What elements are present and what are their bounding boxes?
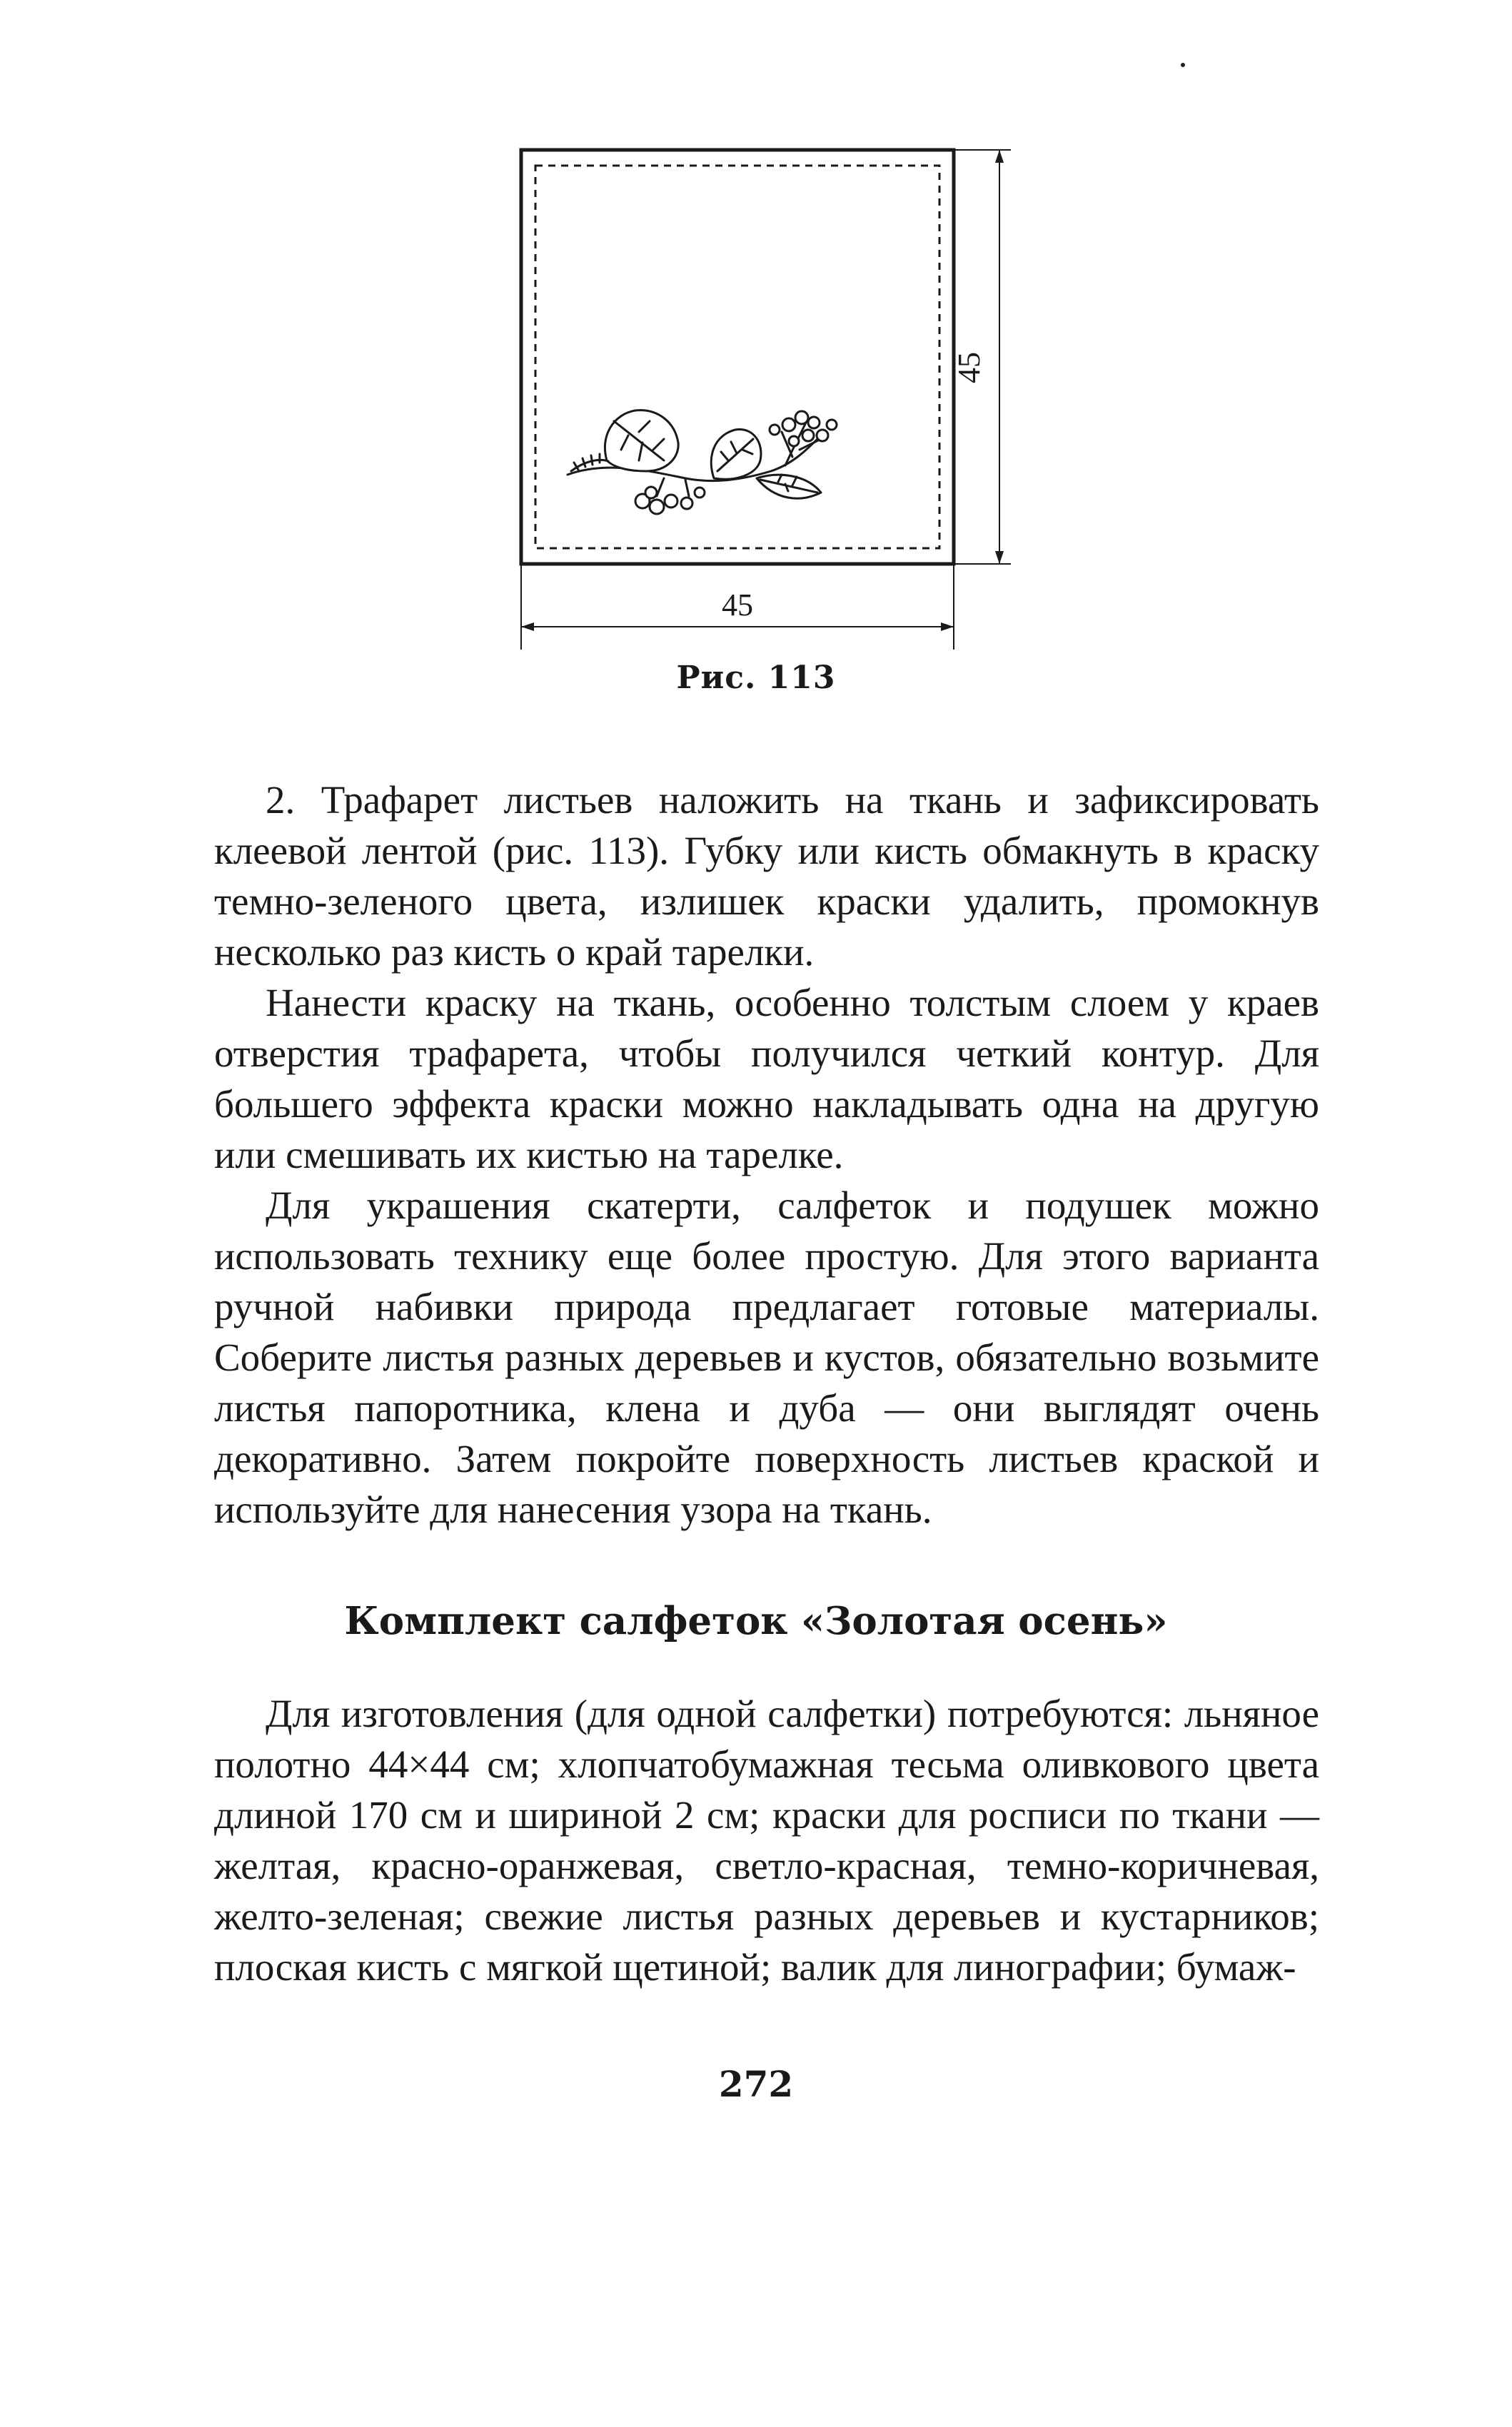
napkin-figure [500, 136, 1035, 664]
figure-caption: Рис. 113 [676, 660, 836, 696]
paragraph: Нанести краску на ткань, особенно толстым слоем у краев отверстия трафарета, чтобы получился четкий контур. Для большего эффекта краски можно накладывать одна на другую или смешивать их кистью на тарелке. [214, 981, 1319, 1176]
arrow-left-icon [521, 622, 534, 631]
paragraph: 2. Трафарет листьев наложить на ткань и зафиксировать клеевой лентой (рис. 113). Губку или кисть обмакнуть в краску темно-зеленого цвета, излишек краски удалить, промокнув несколько раз кисть о край тарелки. [214, 778, 1319, 974]
text-block-instructions [214, 774, 1319, 1535]
stitch-line [535, 166, 939, 548]
page-number: 272 [718, 2063, 794, 2105]
text-block-materials [214, 1688, 1319, 1992]
paragraph: Для изготовления (для одной салфетки) потребуются: льняное полотно 44×44 см; хлопчатобумажная тесьма оливкового цвета длиной 170 см и шириной 2 см; краски для росписи по ткани — желтая, красно-оранжевая, светло-красная, темно-коричневая, желто-зеленая; свежие листья разных деревьев и кустарников; плоская кисть с мягкой щетиной; валик для линографии; бумаж- [214, 1692, 1319, 1989]
arrow-right-icon [941, 622, 954, 631]
section-heading: Комплект салфеток «Золотая осень» [344, 1599, 1168, 1643]
napkin-outline [521, 150, 954, 564]
napkin-diagram [500, 136, 1035, 664]
page-speck [1181, 63, 1185, 67]
paragraph: Для украшения скатерти, салфеток и подушек можно использовать технику еще более простую. Для этого варианта ручной набивки природа предлагает готовые материалы. Соберите листья разных деревьев и кустов, обязательно возьмите листья папоротника, клена и дуба — они выглядят очень декоративно. Затем покройте поверхность листьев краской и используйте для нанесения узора на ткань. [214, 1184, 1319, 1531]
height-label: 45 [952, 352, 987, 383]
width-label: 45 [722, 587, 753, 622]
arrow-up-icon [995, 150, 1004, 163]
arrow-down-icon [995, 551, 1004, 564]
